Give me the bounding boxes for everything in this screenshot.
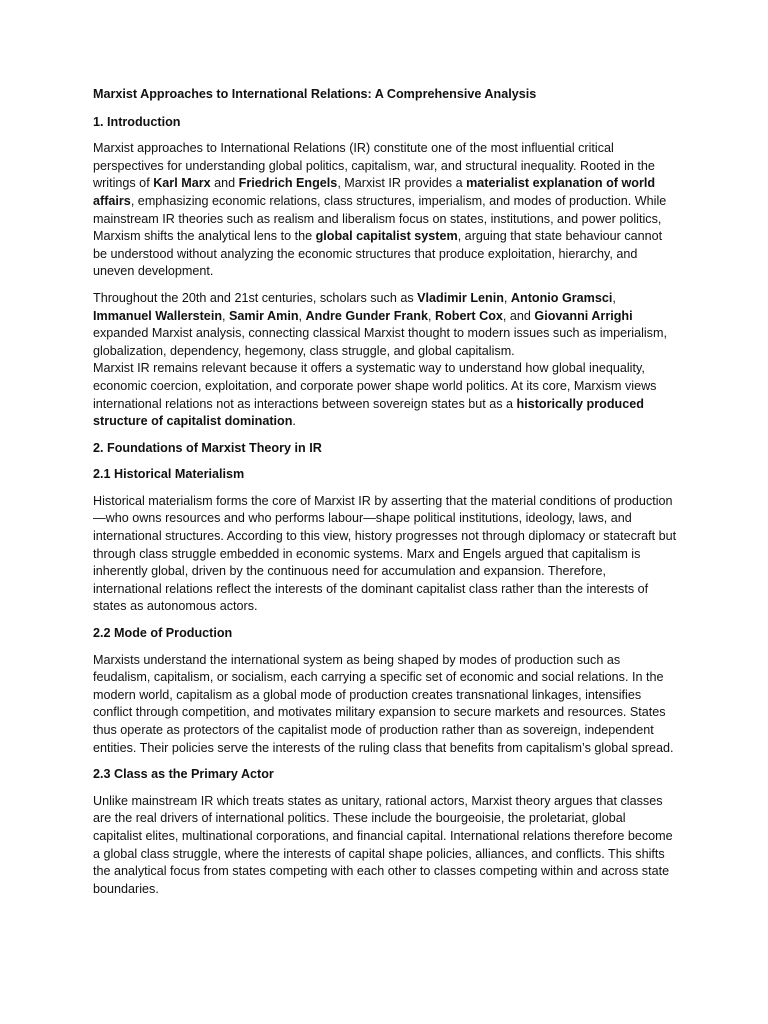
- text-run: expanded Marxist analysis, connecting classical Marxist thought to modern issues such as imperialism, globalization, dependency, hegemony, class struggle, and global capitalism.: [93, 326, 667, 358]
- bold-term: Vladimir Lenin: [417, 290, 504, 305]
- paragraph-historical-materialism: Historical materialism forms the core of Marxist IR by asserting that the material conditions of production—who owns resources and who performs labour—shape political institutions, ideology, laws, and international structures. According to this view, history progresses not through diplomacy or statecraft but through class struggle embedded in economic systems. Marx and Engels argued that capitalism is inherently global, driven by the continuous need for accumulation and expansion. Therefore, international relations reflect the interests of the dominant capitalist class rather than the interests of states as autonomous actors.: [93, 493, 677, 614]
- subsection-heading-mode-of-production: 2.2 Mode of Production: [93, 626, 233, 641]
- intro-paragraph-1: [93, 140, 677, 281]
- bold-term: Giovanni Arrighi: [534, 308, 633, 323]
- paragraph-mode-of-production: Marxists understand the international system as being shaped by modes of production such as feudalism, capitalism, or socialism, each carrying a specific set of economic and social relations. In the modern world, capitalism as a global mode of production creates transnational linkages, intensifies conflict through competition, and motivates military expansion to secure markets and resources. States thus operate as protectors of the capitalist mode of production rather than as sovereign, independent entities. Their policies serve the interests of the ruling class that benefits from capitalism’s global spread.: [93, 652, 674, 755]
- subsection-heading-historical-materialism: 2.1 Historical Materialism: [93, 467, 245, 482]
- text-run: Throughout the 20th and 21st centuries, scholars such as: [93, 290, 418, 305]
- text-run: , emphasizing economic relations, class structures, imperialism, and modes of production. While mainstream IR theories such as realism and liberalism focus on states, institutions, and power politics, Marxism shifts the analytical lens to the: [93, 193, 667, 244]
- paragraph-class-primary-actor: Unlike mainstream IR which treats states as unitary, rational actors, Marxist theory argues that classes are the real drivers of international politics. These include the bourgeoisie, the proletariat, global capitalist elites, multinational corporations, and financial capital. International relations therefore become a global class struggle, where the interests of capital shape policies, alliances, and conflicts. This shifts the analytical focus from states competing with each other to classes competing within and across state boundaries.: [93, 793, 673, 896]
- bold-term: Samir Amin: [229, 308, 299, 323]
- bold-term: Antonio Gramsci: [510, 290, 613, 305]
- document-page: [93, 86, 677, 907]
- text-run: , Marxist IR provides a: [337, 176, 467, 191]
- section-heading-introduction: 1. Introduction: [93, 114, 181, 129]
- text-run: .: [292, 414, 296, 429]
- text-run: Marxist approaches to International Relations (IR) constitute one of the most influential critical perspectives for understanding global politics, capitalism, war, and structural inequality. Rooted in the writings of: [93, 141, 655, 191]
- intro-paragraph-2: [93, 290, 677, 431]
- text-run: ,: [428, 308, 436, 323]
- text-run: , and: [502, 308, 535, 323]
- section-heading-foundations: 2. Foundations of Marxist Theory in IR: [93, 440, 322, 455]
- text-run: ,: [222, 308, 230, 323]
- bold-term: Friedrich Engels: [238, 176, 338, 191]
- subsection-heading-class-primary-actor: 2.3 Class as the Primary Actor: [93, 767, 274, 782]
- text-run: , arguing that state behaviour cannot be understood without analyzing the economic structures that produce exploitation, hierarchy, and uneven development.: [93, 229, 663, 279]
- bold-term: materialist explanation of world affairs: [93, 176, 656, 208]
- bold-term: Robert Cox: [435, 308, 503, 323]
- text-run: ,: [503, 290, 511, 305]
- document-title: Marxist Approaches to International Relations: A Comprehensive Analysis: [93, 87, 537, 101]
- text-run: Marxist IR remains relevant because it offers a systematic way to understand how global inequality, economic coercion, exploitation, and corporate power shape world politics. At its core, Marxism views international relations not as interactions between sovereign states but as a: [93, 361, 657, 411]
- text-run: and: [210, 176, 239, 191]
- bold-term: global capitalist system: [315, 229, 458, 244]
- bold-term: Andre Gunder Frank: [305, 308, 429, 323]
- bold-term: Immanuel Wallerstein: [93, 308, 223, 323]
- bold-term: Karl Marx: [153, 176, 211, 191]
- text-run: ,: [612, 290, 616, 305]
- bold-term: historically produced structure of capitalist domination: [93, 396, 644, 429]
- text-run: ,: [298, 308, 306, 323]
